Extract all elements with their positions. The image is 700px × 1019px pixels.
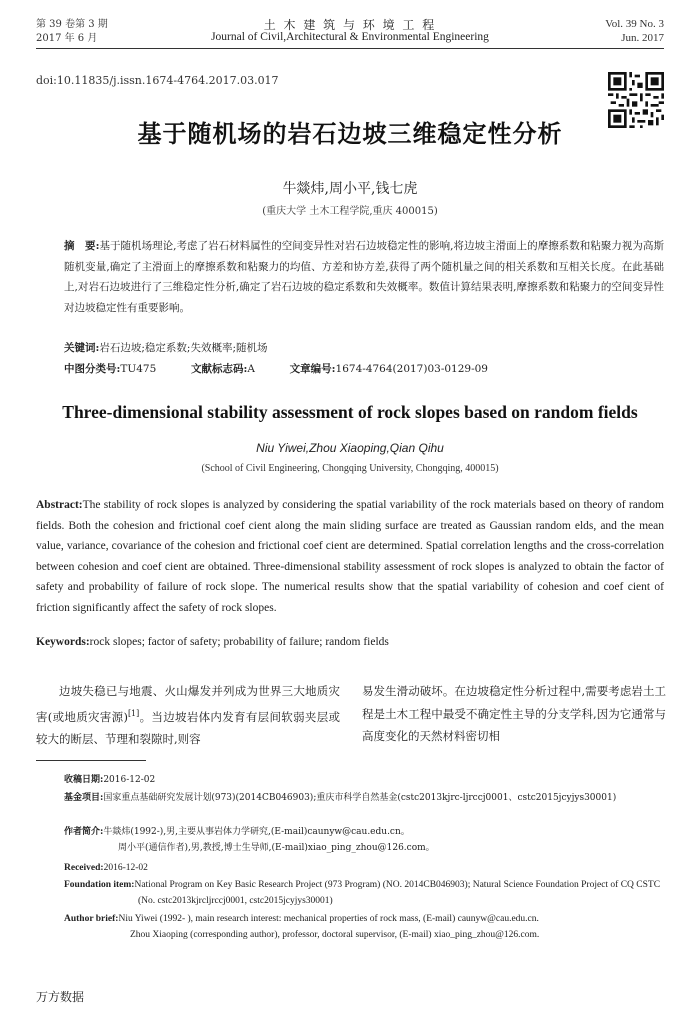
keywords-cn bbox=[64, 340, 664, 355]
doi: doi:10.11835/j.issn.1674-4764.2017.03.017 bbox=[36, 74, 279, 87]
fund-en-label: Foundation item: bbox=[64, 880, 135, 890]
article-number-value: 1674-4764(2017)03-0129-09 bbox=[335, 363, 488, 375]
body-column-left bbox=[36, 680, 340, 750]
footnote-author-en bbox=[64, 911, 664, 943]
abstract-cn-text: 基于随机场理论,考虑了岩石材料属性的空间变异性对岩石边坡稳定性的影响,将边坡主滑面上的摩擦系数和粘聚力视为高斯随机变量,确定了主滑面上的摩擦系数和粘聚力的均值、方差和协方差,获得了两个随机量之间的相关系数和互相关长度。在此基础上,对岩石边坡进行了三维稳定性分析,确定了岩石边坡的稳定系数和失效概率。数值计算结果表明,摩擦系数和粘聚力的空间变异性对边坡稳定性有重要影响。 bbox=[64, 240, 664, 314]
keywords-en-text: rock slopes; factor of safety; probability of failure; random fields bbox=[89, 636, 389, 648]
author-en-label: Author brief: bbox=[64, 914, 119, 924]
header-journal-cn: 土 木 建 筑 与 环 境 工 程 bbox=[263, 18, 437, 32]
keywords-cn-text: 岩石边坡;稳定系数;失效概率;随机场 bbox=[99, 342, 268, 354]
authors-cn: 牛燚炜,周小平,钱七虎 bbox=[282, 181, 418, 197]
header-volume-cn: 第 39 卷第 3 期 bbox=[36, 19, 108, 30]
keywords-en-label: Keywords: bbox=[36, 636, 90, 648]
article-number-label: 文章编号: bbox=[289, 363, 336, 375]
received-en-label: Received: bbox=[64, 863, 104, 873]
author-cn-line1: 牛燚炜(1992-),男,主要从事岩体力学研究,(E-mail)caunyw@cau.edu.cn。 bbox=[103, 827, 410, 837]
footnote-fund-en bbox=[64, 877, 664, 909]
keywords-cn-label: 关键词: bbox=[64, 342, 100, 354]
article-title-en: Three-dimensional stability assessment of rock slopes based on random fields bbox=[62, 402, 638, 422]
abstract-en-label: Abstract: bbox=[36, 499, 83, 511]
citation-ref[interactable]: [1] bbox=[127, 708, 140, 718]
footnote-received-en bbox=[64, 860, 664, 876]
footnote-fund-cn bbox=[64, 790, 664, 806]
author-cn-label: 作者简介: bbox=[64, 827, 104, 837]
header-date-cn: 2017 年 6 月 bbox=[36, 33, 98, 44]
header-rule bbox=[36, 48, 664, 49]
header-date-en: Jun. 2017 bbox=[621, 32, 664, 44]
abstract-cn bbox=[64, 236, 664, 318]
footnote-received-cn bbox=[64, 772, 664, 788]
received-en-value: 2016-12-02 bbox=[103, 863, 148, 873]
fund-cn-value: 国家重点基础研究发展计划(973)(2014CB046903);重庆市科学自然基金(cstc2013kjrc-ljrccj0001、cstc2015jcyjys30001) bbox=[103, 793, 617, 803]
fund-en-value: National Program on Key Basic Research Project (973 Program) (NO. 2014CB046903); Natural Science Foundation Project of CQ CSTC (No. cstc2013kjrcljrccj0001, cstc2015jcyjys30001) bbox=[134, 880, 661, 906]
abstract-en-text: The stability of rock slopes is analyzed by considering the spatial variability of the rock materials based on theory of random fields. Both the cohesion and frictional coef cient along the main sliding surface are treated as Gaussian random elds, and the mean value, variance, covariance of the cohesion and frictional coef cient are determined. Spatial correlation lengths and the cross-correlation between cohesion and coef cient are obtained. Three-dimensional stability assessment of rock slopes is analyzed to obtain the factor of safety and probability of failure of rock slope. The numerical results show that the spatial variability of cohesion and coef cient of friction significantly affect the safety of rock slopes. bbox=[36, 499, 664, 614]
body-left-text: 边坡失稳已与地震、火山爆发并列成为世界三大地质灾害(或地质灾害源) bbox=[36, 684, 340, 724]
abstract-cn-label: 摘 要: bbox=[64, 240, 100, 252]
doc-code-value: A bbox=[247, 363, 255, 375]
footnote-rule bbox=[36, 760, 146, 761]
author-cn-line2: 周小平(通信作者),男,教授,博士生导师,(E-mail)xiao_ping_zhou@126.com。 bbox=[118, 843, 435, 853]
header-journal-en: Journal of Civil,Architectural & Environmental Engineering bbox=[211, 31, 489, 43]
body-left-text-2: 。当边坡岩体内发育有层间软弱夹层或较大的断层、节理和裂隙时,则容 bbox=[36, 709, 340, 746]
fund-cn-label: 基金项目: bbox=[64, 793, 104, 803]
doc-code-label: 文献标志码: bbox=[190, 363, 248, 375]
affiliation-cn: (重庆大学 土木工程学院,重庆 400015) bbox=[262, 206, 438, 217]
received-cn-label: 收稿日期: bbox=[64, 775, 104, 785]
received-cn-value: 2016-12-02 bbox=[103, 775, 156, 785]
footnote-author-cn bbox=[64, 824, 664, 856]
clc-label: 中图分类号: bbox=[64, 363, 121, 375]
wanfang-watermark: 万方数据 bbox=[36, 990, 85, 1004]
clc-value: TU475 bbox=[120, 363, 157, 375]
body-column-right bbox=[362, 680, 666, 748]
author-en-line2: Zhou Xiaoping (corresponding author), professor, doctoral supervisor, (E-mail) xiao_ping_zhou@126.com. bbox=[130, 930, 540, 940]
affiliation-en: (School of Civil Engineering, Chongqing University, Chongqing, 400015) bbox=[201, 463, 499, 474]
keywords-en bbox=[36, 636, 664, 648]
header-volume-en: Vol. 39 No. 3 bbox=[605, 18, 664, 30]
author-en-line1: Niu Yiwei (1992- ), main research interest: mechanical properties of rock mass, (E-mail) caunyw@cau.edu.cn. bbox=[118, 914, 539, 924]
abstract-en bbox=[36, 495, 664, 618]
classification-line bbox=[64, 361, 664, 376]
body-right-text: 易发生滑动破坏。在边坡稳定性分析过程中,需要考虑岩土工程是土木工程中最受不确定性主导的分支学科,因为它通常与高度变化的天然材料密切相 bbox=[362, 684, 666, 743]
authors-en: Niu Yiwei,Zhou Xiaoping,Qian Qihu bbox=[256, 441, 444, 455]
article-title-cn: 基于随机场的岩石边坡三维稳定性分析 bbox=[137, 119, 563, 148]
